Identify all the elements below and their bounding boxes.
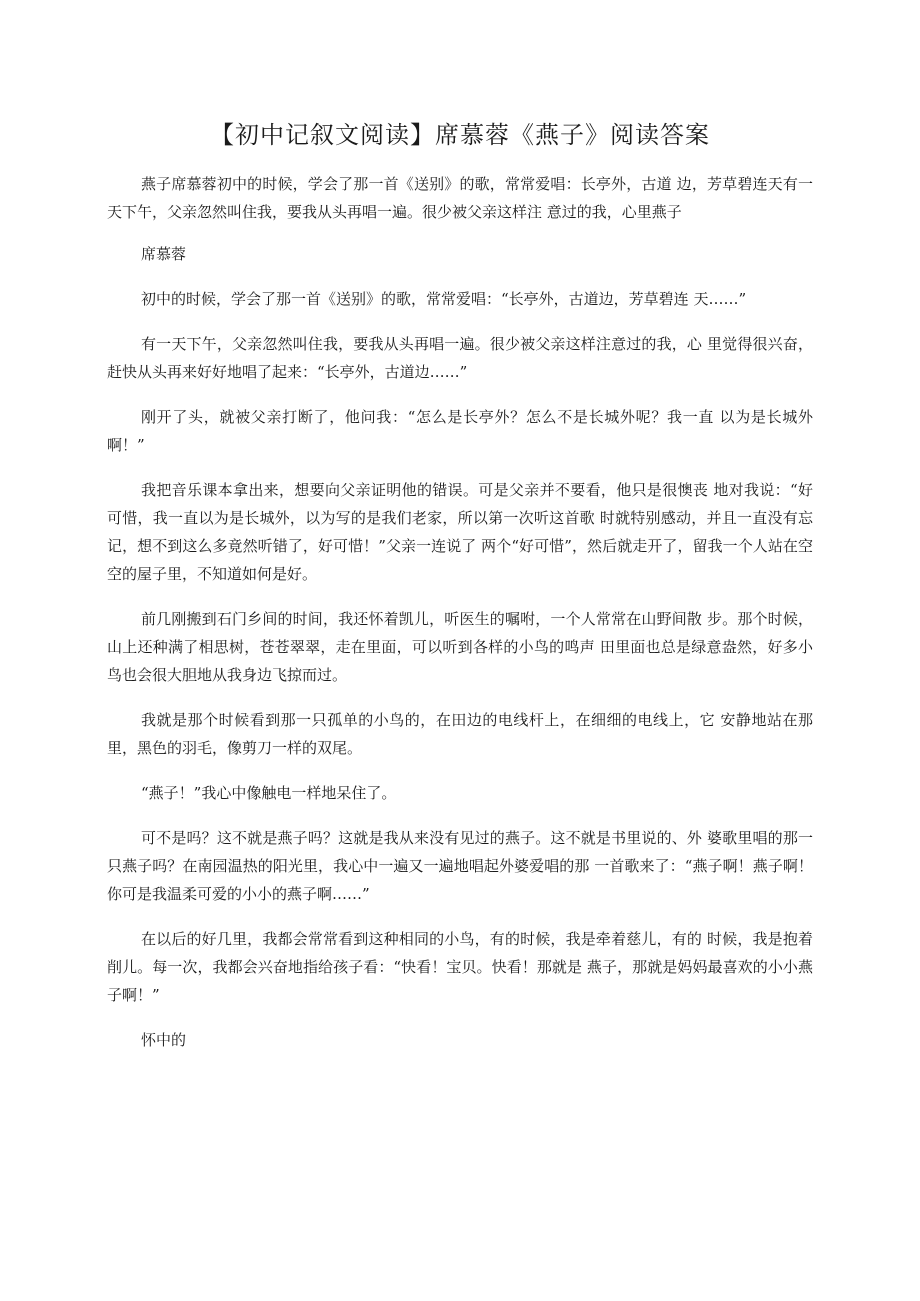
paragraph-author: 席慕蓉: [141, 245, 187, 263]
paragraph: “燕子！”我心中像触电一样地呆住了。: [141, 784, 397, 802]
paragraph: 我就是那个时候看到那一只孤单的小鸟的，在田边的电线杆上，在细细的电线上，它 安静地站在那里，黑色的羽毛，像剪刀一样的双尾。: [107, 711, 813, 757]
paragraph: 刚开了头，就被父亲打断了，他问我：“怎么是长亭外？怎么不是长城外呢？我一直 以为是长城外啊！”: [107, 408, 813, 454]
paragraph: 可不是吗？这不就是燕子吗？这就是我从来没有见过的燕子。这不就是书里说的、外 婆歌里唱的那一只燕子吗？在南园温热的阳光里，我心中一遍又一遍地唱起外婆爱唱的那 一首歌来了：“燕子啊！燕子啊！你可是我温柔可爱的小小的燕子啊……”: [107, 829, 813, 903]
paragraph: 我把音乐课本拿出来，想要向父亲证明他的错误。可是父亲并不要看，他只是很懊丧 地对我说：“好可惜，我一直以为是长城外，以为写的是我们老家，所以第一次听这首歌 时就特别感动，并且一直没有忘记，想不到这么多竟然听错了，好可惜！”父亲一连说了 两个“好可惜”，然后就走开了，留我一个人站在空空的屋子里，不知道如何是好。: [107, 481, 813, 583]
paragraph: 在以后的好几里，我都会常常看到这种相同的小鸟，有的时候，我是牵着慈儿，有的 时候，我是抱着削儿。每一次，我都会兴奋地指给孩子看：“快看！宝贝。快看！那就是 燕子，那就是妈妈最喜欢的小小燕子啊！”: [107, 930, 813, 1004]
article-body: [107, 170, 813, 1071]
paragraph-summary: 燕子席慕蓉初中的时候，学会了那一首《送别》的歌，常常爱唱：长亭外，古道 边，芳草碧连天有一天下午，父亲忽然叫住我，要我从头再唱一遍。很少被父亲这样注 意过的我，心里燕子: [107, 175, 813, 221]
paragraph-truncated: 怀中的: [141, 1031, 187, 1049]
paragraph: 有一天下午，父亲忽然叫住我，要我从头再唱一遍。很少被父亲这样注意过的我，心 里觉得很兴奋，赶快从头再来好好地唱了起来：“长亭外，古道边……”: [107, 335, 813, 381]
document-title: 【初中记叙文阅读】席慕蓉《燕子》阅读答案: [210, 121, 710, 149]
paragraph: 初中的时候，学会了那一首《送别》的歌，常常爱唱：“长亭外，古道边，芳草碧连 天……”: [141, 290, 747, 308]
paragraph: 前几刚搬到石门乡间的时间，我还怀着凯儿，听医生的嘱咐，一个人常常在山野间散 步。那个时候，山上还种满了相思树，苍苍翠翠，走在里面，可以听到各样的小鸟的鸣声 田里面也总是绿意盎然，好多小鸟也会很大胆地从我身边飞掠而过。: [107, 610, 813, 684]
